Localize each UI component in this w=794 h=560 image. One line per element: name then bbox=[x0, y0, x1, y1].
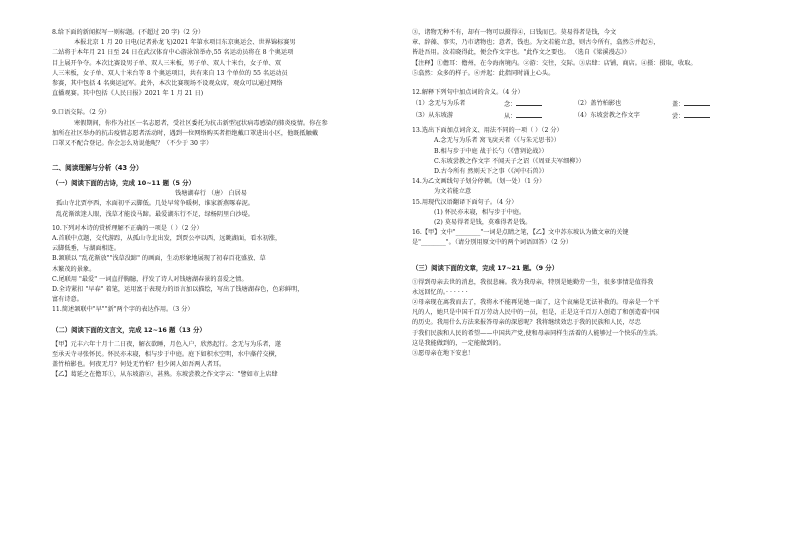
part-1-heading: （一）阅读下面的古诗，完成 10~11 题（5 分） bbox=[52, 179, 195, 188]
q10-line: 木繁茂的景象。 bbox=[52, 265, 96, 273]
q9-line: 加所在社区举办的抗击疫情志愿者活动时，遇到一位网络购买者拒绝戴口罩进出小区，他既抵触戴 bbox=[52, 129, 319, 137]
left-column bbox=[52, 28, 370, 380]
answer-blank[interactable] bbox=[516, 98, 542, 106]
part-2-heading: （二）阅读下面的文言文，完成 12~16 题（13 分） bbox=[52, 325, 206, 334]
q13-line: (1) 怀民亦未寝，相与步于中庭。 bbox=[434, 208, 526, 216]
q13-line: 是"________"。（请分别用原文中的两个词语回答）（2 分） bbox=[412, 239, 573, 247]
q10-line: 富有诗意。 bbox=[52, 296, 83, 304]
q10-line: D.全诗紧扣 "早春" 着笔，运用富于表现力的语言加以描绘，写出了钱塘湖春色，色彩鲜明， bbox=[52, 286, 304, 294]
q13-line: 15.用现代汉语翻译下面句子。（4 分） bbox=[412, 198, 518, 206]
essay-line: 这是我能做到的，一定能做到的。 bbox=[412, 339, 505, 347]
essay-line: 于我们民族和人民的希望——中国共产党,使和母亲同样生活着的人能够过一个快乐的生活。 bbox=[412, 329, 662, 337]
q10-line: C.尾联用 "最爱" 一词直抒胸臆，抒发了诗人对钱塘湖春景的喜爱之情。 bbox=[52, 275, 248, 283]
q13-line: C.东坡尝教之作文字 不闻天子之诏（《周亚夫军细柳》） bbox=[434, 157, 585, 165]
poem-text bbox=[52, 199, 370, 219]
q8-line: 目上展开争夺。本次比赛设男子单、双人三米板，男子单、双人十米台，女子单、双 bbox=[52, 59, 281, 67]
q10-line: 云脚低垂，与湖面相连。 bbox=[52, 245, 121, 253]
classical-text-yi bbox=[412, 28, 748, 79]
poem-line: 乱花渐欲迷人眼，浅草才能没马蹄。最爱湖东行不足，绿杨阴里白沙堤。 bbox=[56, 210, 254, 218]
q12-item-b: 从： bbox=[504, 110, 574, 122]
yi-line: ⑤翕然：众多的样子。⑥并起：此指同时涌上心头。 bbox=[412, 69, 555, 77]
poem-line: 孤山寺北贾亭西，水面初平云脚低。几处早莺争暖树，谁家新燕啄春泥。 bbox=[56, 200, 254, 208]
yi-line: 【注释】①儋耳：儋州，在今海南境内。②游：交往，交际。③店肆：店铺，商店。④摄：摄取，收取。 bbox=[412, 59, 697, 67]
q12-item-a: （1）念无与为乐者 bbox=[412, 100, 466, 108]
q12-item-a: （3）从东坡游 bbox=[412, 112, 454, 120]
essay-line: 凡的人，她只是中国千百万劳动人民中的一员，但是，正是这千百万人创造了和创造着中国 bbox=[412, 309, 660, 317]
q13-line: (2) 莫易得者是钱，莫难得者是钱。 bbox=[434, 219, 532, 227]
q8-line: 人三米板，女子单、双人十米台等 8 个奥运项目，共有来自 13 个单位的 55 名运动员 bbox=[52, 69, 288, 77]
q10-line: 11.简述颔联中"早""新"两个字的表达作用。（3 分） bbox=[52, 306, 194, 314]
section-2-heading: 二、阅读理解与分析（43 分） bbox=[52, 164, 143, 173]
right-column bbox=[412, 28, 748, 359]
yi-line: 皆赴吾用。汝若晓得此，便会作文字也。"此作文之要也。 （选自《梁溪漫志》） bbox=[412, 49, 631, 57]
question-8-block bbox=[52, 28, 370, 99]
q12-item-c: （2）盖竹柏影也 bbox=[574, 100, 622, 108]
question-13-16-block bbox=[412, 126, 748, 248]
q13-line: D.古今所有 然则天下之事（《河中石兽》） bbox=[434, 168, 548, 176]
modern-essay-text bbox=[412, 278, 748, 360]
essay-line: 永远回忆的。· · · · · · bbox=[412, 288, 468, 296]
q12-item-c: （4）东坡尝教之作文字 bbox=[574, 112, 640, 120]
q8-line: 直播观赛。其中包括《人民日报》2021 年 1 月 21 日) bbox=[52, 90, 204, 98]
q12-item-row bbox=[412, 98, 748, 110]
classical-text-jia bbox=[52, 340, 370, 381]
essay-line: 的历史。我用什么方法来报答母亲的深恩呢？我将继续效忠于我的民族和人民，尽忠 bbox=[412, 319, 641, 327]
q12-item-d: 尝： bbox=[672, 110, 732, 122]
q12-item-b: 念： bbox=[504, 98, 574, 110]
answer-blank[interactable] bbox=[684, 98, 710, 106]
essay-line: ①得到母亲去世的消息，我很悲痛。我为我母亲，特别是她勤劳一生，很多事情是值得我 bbox=[412, 278, 654, 286]
q9-line: 寒假期间，你作为社区一名志愿者，受社区委托为抗击新型冠状病毒感染的肺炎疫情。你在参 bbox=[74, 119, 328, 127]
q10-line: B.颔联以 "乱花渐放""浅草没蹄" 的画面，生动形象地展现了初春百花盛放、草 bbox=[52, 255, 266, 263]
jia-line: 【乙】葛延之在儋耳①，从东坡游②，甚熟。东坡尝教之作文字云："譬如市上店肆 bbox=[52, 371, 278, 379]
essay-line: ③愿母亲在地下安息！ bbox=[412, 350, 474, 358]
question-9-block bbox=[52, 108, 370, 149]
q12-line: 12.解释下列句中加点词的含义。（4 分） bbox=[412, 89, 524, 97]
q12-item-row bbox=[412, 110, 748, 122]
jia-line: 盖竹柏影也。何夜无月？何处无竹柏？但少闲人如吾两人者耳。 bbox=[52, 361, 226, 369]
q8-line: 二站将于本年月 21 日至 24 日在武汉体育中心游泳馆举办,55 名运动员将在 8 个奥运项 bbox=[52, 49, 294, 57]
question-12-items bbox=[412, 98, 748, 122]
answer-blank[interactable] bbox=[516, 110, 542, 118]
yi-line: 章、辞藻、事实，乃市诸物也；意者，钱也。为文若能立意，则古今所有，翕然⑤并起⑥， bbox=[412, 39, 660, 47]
jia-line: 至承天寺寻张怀民。怀民亦未寝，相与步于中庭。庭下如积水空明，水中藻荇交横， bbox=[52, 350, 281, 358]
poem-title: 钱塘湖春行 （唐） 白居易 bbox=[175, 190, 247, 198]
q8-line: 8.给下面的新闻拟写一则标题。(不超过 20 字)（2 分） bbox=[52, 29, 205, 36]
q13-line: 16.【甲】文中"________"一词是点睛之笔，【乙】文中苏东坡认为做文章的关键 bbox=[412, 229, 629, 237]
q12-item-d: 盖： bbox=[672, 98, 732, 110]
q13-line: B.相与步于中庭 战于长勺（《曹刿论战》） bbox=[434, 147, 548, 155]
q10-line: A.首联中点题，交代游踪，从孤山寺北出发，到贾公亭以西，远眺湖面，看水初涨， bbox=[52, 235, 282, 243]
yi-line: ③，诸物无种不有，却有一物可以摄得④，曰钱而已。莫易得者是钱，今文 bbox=[412, 29, 617, 36]
q13-line: 14.为乙文画线句子划分停顿。（划一处）（1 分） bbox=[412, 178, 546, 186]
q13-line: A.念无与为乐者 窝飞戾天者（《与朱元思书》） bbox=[434, 137, 560, 145]
answer-blank[interactable] bbox=[684, 110, 710, 118]
q8-line: 参赛，其中包括 4 名奥运冠军。此外，本次比赛现场不设观众席，观众可以通过网络 bbox=[52, 80, 283, 88]
q13-line: 为文若能立意 bbox=[434, 188, 472, 196]
q9-line: 口罩又不配合登记。你会怎么劝说他呢？（不少于 30 字） bbox=[52, 140, 213, 148]
q9-line: 9.口语交际。（2 分） bbox=[52, 109, 111, 117]
q13-line: 13.选出下面加点词含义、用法不同的一项（ ）（2 分） bbox=[412, 127, 563, 135]
q8-line: 本报北京 1 月 20 日电(记者孙龙飞)2021 年第水项目东京奥运会、世界锦标赛男 bbox=[74, 39, 296, 47]
part-3-heading: （三）阅读下面的文章，完成 17~21 题。（9 分） bbox=[412, 263, 559, 272]
essay-line: ②母亲现在离我而去了，我将永不能再见她一面了，这个哀痛是无法补救的。母亲是一个平 bbox=[412, 299, 660, 307]
question-10-11-block bbox=[52, 224, 370, 316]
q10-line: 10.下列对本诗的赏析理解不正确的一项是（ ）（2 分） bbox=[52, 224, 203, 232]
jia-line: 【甲】元丰六年十月十二日夜，解衣欲睡，月色入户，欣然起行。念无与为乐者，遂 bbox=[52, 340, 281, 348]
question-12-block bbox=[412, 88, 748, 98]
